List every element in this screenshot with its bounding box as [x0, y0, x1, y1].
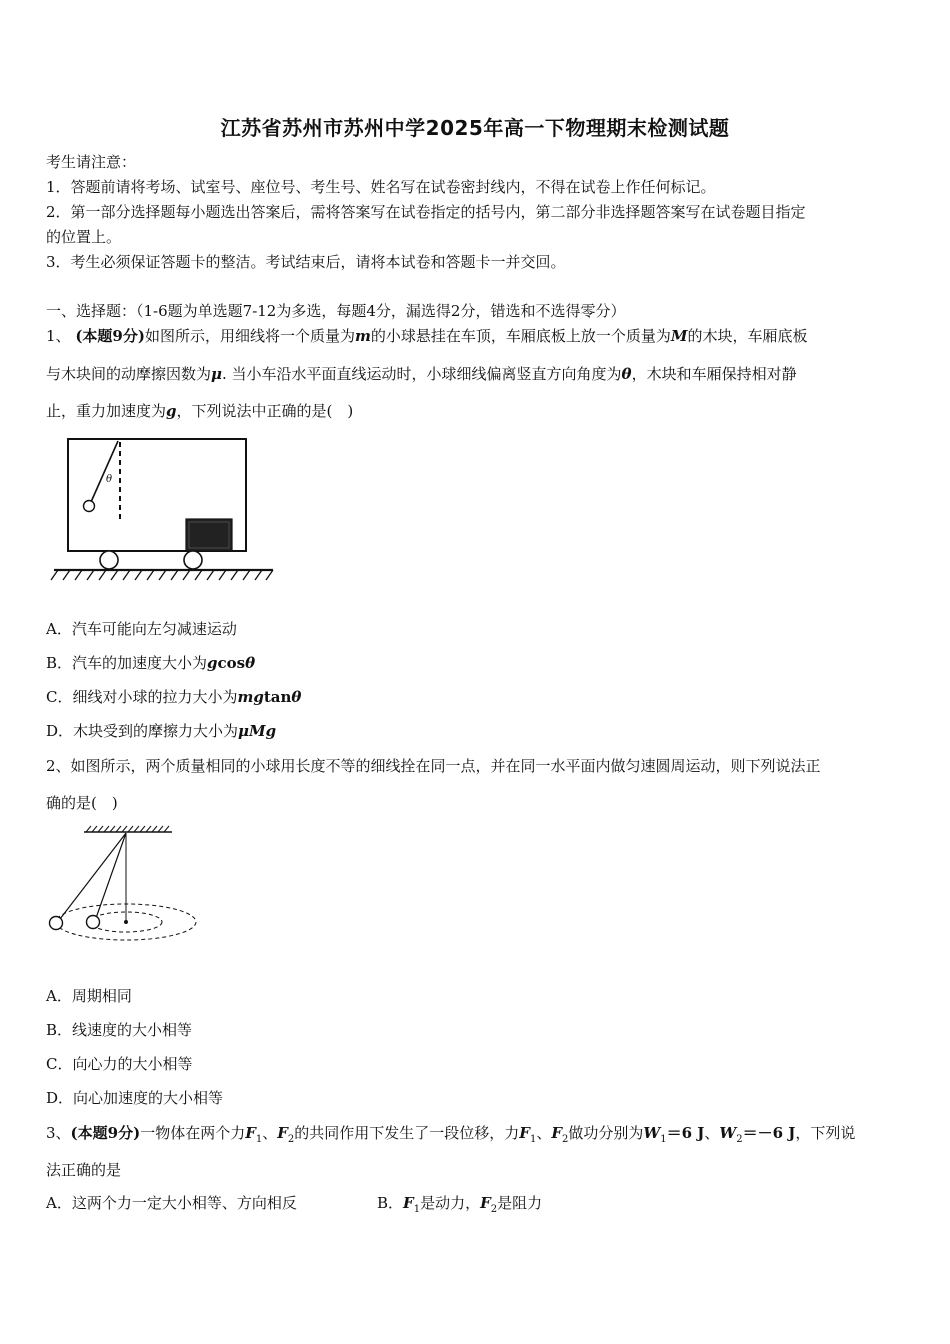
q1-option-d: [46, 721, 276, 741]
q1-option-a: A．汽车可能向左匀减速运动: [46, 620, 237, 638]
q2-line-2: 确的是( ): [46, 794, 118, 812]
pendulum-string: [91, 441, 118, 502]
pendulum-ball: [84, 501, 95, 512]
q1-option-b-text: B．汽车的加速度大小为: [46, 654, 208, 672]
q3-option-b-f1: F: [403, 1194, 414, 1212]
q3-w1: W: [643, 1124, 661, 1142]
q3-w2-value: ＝－6 J: [742, 1124, 796, 1142]
ceiling-hatching: [86, 826, 169, 832]
q1-option-b-expr: g: [207, 654, 218, 672]
q1-option-c-var: θ: [291, 688, 302, 706]
q1-option-c-func: tan: [263, 688, 292, 706]
q1-text-2c: ，木块和车厢保持相对静: [631, 365, 797, 383]
q3-text-1d: ，下列说: [795, 1124, 856, 1142]
q3-f1: F: [245, 1124, 256, 1142]
q2-option-b: B．线速度的大小相等: [46, 1021, 193, 1039]
q3-option-b-prefix: B．: [377, 1194, 404, 1212]
q1-var-m: m: [354, 327, 371, 345]
q3-w1-sub: 1: [660, 1134, 667, 1145]
q3-option-b-f2: F: [480, 1194, 491, 1212]
q3-option-b-f2-sub: 2: [490, 1204, 498, 1215]
center-point: [124, 920, 128, 924]
q1-option-c: [46, 687, 301, 707]
ball-outer: [50, 917, 63, 930]
q1-option-c-text: C．细线对小球的拉力大小为: [46, 688, 238, 706]
q3-f1b-sub: 1: [529, 1134, 537, 1145]
q1-option-b-var: θ: [245, 654, 256, 672]
q3-option-b-end: 是阻力: [497, 1194, 543, 1212]
q3-w1-value: ＝6 J: [666, 1124, 705, 1142]
q3-option-b-mid: 是动力，: [420, 1194, 481, 1212]
q3-points: (本题9分): [70, 1124, 141, 1142]
q1-points: (本题9分): [75, 327, 145, 345]
q1-option-c-expr: mg: [237, 688, 264, 706]
q2-figure-pendulums: [44, 823, 204, 943]
q1-var-M: M: [670, 327, 688, 345]
cart-wheel-left: [100, 551, 118, 569]
q3-option-b-f1-sub: 1: [413, 1204, 421, 1215]
q3-f1b: F: [519, 1124, 530, 1142]
q1-var-g: g: [166, 402, 177, 420]
q2-option-a: A．周期相同: [46, 987, 132, 1005]
q3-f2b-sub: 2: [562, 1134, 569, 1145]
q1-text-2a: 与木块间的动摩擦因数为: [46, 365, 212, 383]
q3-f2: F: [277, 1124, 288, 1142]
q1-line-2: [46, 364, 797, 384]
q3-f1-sub: 1: [255, 1134, 263, 1145]
q1-line-3: [46, 401, 353, 421]
q3-sep-2: 、: [536, 1124, 552, 1142]
wooden-block: [186, 519, 232, 551]
q3-text-1c: 做功分别为: [568, 1124, 644, 1142]
q3-number: 3、: [46, 1124, 71, 1142]
q3-option-a: A．这两个力一定大小相等、方向相反: [46, 1194, 297, 1212]
q1-text-1a: 如图所示，用细线将一个质量为: [144, 327, 355, 345]
q3-w2-sub: 2: [736, 1134, 743, 1145]
notice-item-2: 2．第一部分选择题每小题选出答案后，需将答案写在试卷指定的括号内，第二部分非选择题答案写在试卷题目指定: [46, 203, 806, 221]
q3-f2b: F: [551, 1124, 562, 1142]
q1-option-b: [46, 653, 255, 673]
q1-var-theta: θ: [621, 365, 632, 383]
section-heading: 一、选择题：（1-6题为单选题7-12为多选，每题4分，漏选得2分，错选和不选得零分）: [46, 302, 626, 320]
q3-w2: W: [719, 1124, 737, 1142]
notice-item-3: 3．考生必须保证答题卡的整洁。考试结束后，请将本试卷和答题卡一并交回。: [46, 253, 566, 271]
q3-line-1: [46, 1123, 855, 1150]
q1-var-mu: μ: [211, 365, 222, 383]
ball-inner: [87, 916, 100, 929]
q3-option-b: [377, 1193, 542, 1220]
q3-sep-1: 、: [262, 1124, 278, 1142]
short-string: [96, 833, 126, 918]
q1-text-1c: 的木块，车厢底板: [687, 327, 808, 345]
q1-line-1: [46, 326, 808, 346]
cart-wheel-right: [184, 551, 202, 569]
q1-text-3a: 止，重力加速度为: [46, 402, 167, 420]
q1-option-d-text: D．木块受到的摩擦力大小为: [46, 722, 239, 740]
q2-option-d: D．向心加速度的大小相等: [46, 1089, 224, 1107]
notice-item-2-cont: 的位置上。: [46, 228, 122, 246]
ground-hatching: [51, 570, 273, 580]
page-title: 江苏省苏州市苏州中学2025年高一下物理期末检测试题: [220, 116, 730, 140]
q1-option-d-expr: μMg: [238, 722, 277, 740]
theta-label: θ: [106, 474, 113, 485]
q2-line-1: 2、如图所示，两个质量相同的小球用长度不等的细线拴在同一点，并在同一水平面内做匀速圆周运动，则下列说法正: [46, 757, 821, 775]
notice-heading: 考生请注意：: [46, 153, 137, 171]
notice-item-1: 1．答题前请将考场、试室号、座位号、考生号、姓名写在试卷密封线内，不得在试卷上作任何标记。: [46, 178, 716, 196]
q1-figure-cart: [50, 436, 275, 586]
q1-text-2b: . 当小车沿水平面直线运动时，小球细线偏离竖直方向角度为: [222, 365, 622, 383]
q1-text-1b: 的小球悬挂在车顶，车厢底板上放一个质量为: [370, 327, 671, 345]
q1-option-b-func: cos: [217, 654, 246, 672]
q3-sep-3: 、: [704, 1124, 720, 1142]
q1-text-3b: ，下列说法中正确的是( ): [176, 402, 354, 420]
q3-text-1b: 的共同作用下发生了一段位移，力: [294, 1124, 520, 1142]
q2-option-c: C．向心力的大小相等: [46, 1055, 193, 1073]
q1-number: 1、: [46, 327, 71, 345]
q3-line-2: 法正确的是: [46, 1161, 122, 1179]
q3-text-1a: 一物体在两个力: [140, 1124, 246, 1142]
q3-f2-sub: 2: [287, 1134, 295, 1145]
